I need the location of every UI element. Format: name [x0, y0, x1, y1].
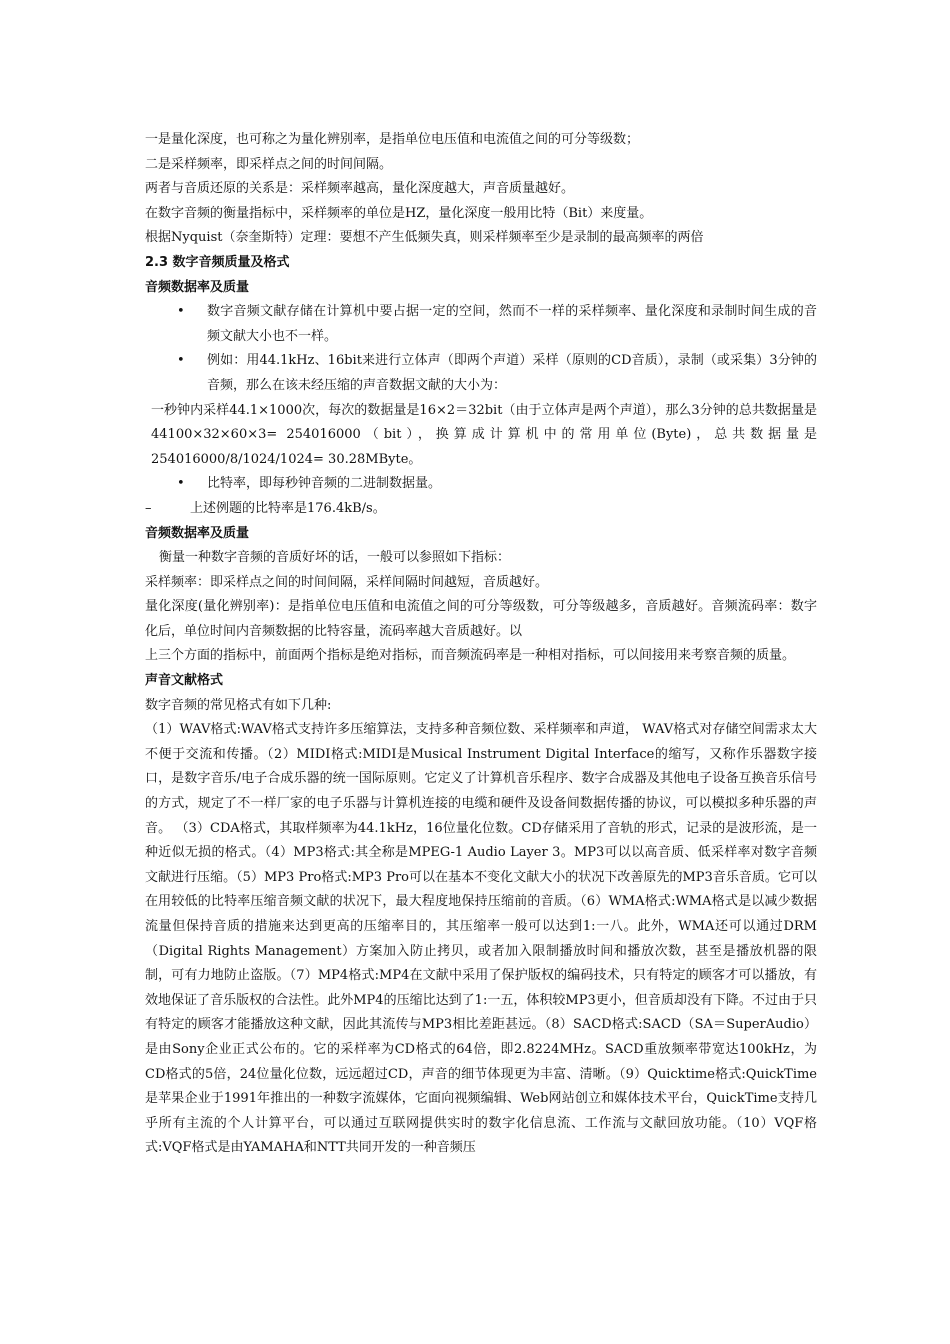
intro-line-3: 两者与音质还原的关系是：采样频率越高，量化深度越大，声音质量越好。 — [145, 181, 575, 197]
subsection-heading-2: 音频数据率及质量 — [145, 525, 250, 541]
bullet-item-2 — [145, 349, 817, 398]
intro-line-2: 二是采样频率，即采样点之间的时间间隔。 — [145, 156, 393, 172]
section-heading: 2.3 数字音频质量及格式 — [145, 254, 290, 270]
measure-intro: 衡量一种数字音频的音质好坏的话，一般可以参照如下指标： — [159, 550, 511, 566]
subsection-heading-3: 声音文献格式 — [145, 673, 224, 689]
calculation-paragraph: 一秒钟内采样44.1×1000次，每次的数据量是16×2＝32bit（由于立体声是两个声道），那么3分钟的总共数据量是44100×32×60×3= 254016000（bit），换算成计算机中的常用单位(Byte)，总共数据量是254016000/8/1024/1024= 30.28MByte。 — [151, 402, 817, 467]
bullet-marker: • — [177, 304, 185, 320]
measure-quantization: 量化深度(量化辨别率)：是指单位电压值和电流值之间的可分等级数，可分等级越多，音质越好。音频流码率：数字化后，单位时间内音频数据的比特容量，流码率越大音质越好。以 — [145, 599, 817, 639]
bullet-marker: • — [177, 353, 185, 369]
measure-sampling: 采样频率：即采样点之间的时间间隔，采样间隔时间越短，音质越好。 — [145, 574, 549, 590]
bullet-marker: • — [177, 476, 185, 492]
dash-marker: – — [145, 500, 152, 516]
bullet-item-1 — [145, 300, 817, 349]
dash-item-1 — [145, 497, 817, 522]
bullet-text: 比特率，即每秒钟音频的二进制数据量。 — [207, 476, 442, 492]
document-body — [145, 128, 817, 1161]
intro-line-5: 根据Nyquist（奈奎斯特）定理：要想不产生低频失真，则采样频率至少是录制的最高频率的两倍 — [145, 230, 704, 246]
measure-summary: 上三个方面的指标中，前面两个指标是绝对指标，而音频流码率是一种相对指标，可以间接用来考察音频的质量。 — [145, 648, 796, 664]
bullet-text: 数字音频文献存储在计算机中要占据一定的空间，然而不一样的采样频率、量化深度和录制时间生成的音频文献大小也不一样。 — [207, 304, 817, 344]
bullet-text: 例如：用44.1kHz、16bit来进行立体声（即两个声道）采样（原则的CD音质），录制（或采集）3分钟的音频，那么在该未经压缩的声音数据文献的大小为： — [207, 353, 817, 393]
format-paragraph: （1）WAV格式:WAV格式支持许多压缩算法，支持多种音频位数、采样频率和声道， WAV格式对存储空间需求太大不便于交流和传播。（2）MIDI格式:MIDI是Musical Instrument Digital Interface的缩写，又称作乐器数字接口，是数字音乐/电子合成乐器的统一国际原则。它定义了计算机音乐程序、数字合成器及其他电子设备互换音乐信号的方式，规定了不一样厂家的电子乐器与计算机连接的电缆和硬件及设备间数据传播的协议，可以模拟多种乐器的声音。 （3）CDA格式，其取样频率为44.1kHz，16位量化位数。CD存储采用了音轨的形式，记录的是波形流，是一种近似无损的格式。（4）MP3格式:其全称是MPEG-1 Audio Layer 3。MP3可以以高音质、低采样率对数字音频文献进行压缩。（5）MP3 Pro格式:MP3 Pro可以在基本不变化文献大小的状况下改善原先的MP3音乐音质。它可以在用较低的比特率压缩音频文献的状况下，最大程度地保持压缩前的音质。（6）WMA格式:WMA格式是以减少数据流量但保持音质的措施来达到更高的压缩率目的，其压缩率一般可以达到1:一八。此外，WMA还可以通过DRM（Digital Rights Management）方案加入防止拷贝，或者加入限制播放时间和播放次数，甚至是播放机器的限制，可有力地防止盗版。（7）MP4格式:MP4在文献中采用了保护版权的编码技术，只有特定的顾客才可以播放，有效地保证了音乐版权的合法性。此外MP4的压缩比达到了1:一五，体积较MP3更小，但音质却没有下降。不过由于只有特定的顾客才能播放这种文献，因此其流传与MP3相比差距甚远。（8）SACD格式:SACD（SA＝SuperAudio）是由Sony企业正式公布的。它的采样率为CD格式的64倍，即2.8224MHz。SACD重放频率带宽达100kHz，为CD格式的5倍，24位量化位数，远远超过CD，声音的细节体现更为丰富、清晰。（9）Quicktime格式:QuickTime是苹果企业于1991年推出的一种数字流媒体，它面向视频编辑、Web网站创立和媒体技术平台，QuickTime支持几乎所有主流的个人计算平台，可以通过互联网提供实时的数字化信息流、工作流与文献回放功能。（10）VQF格式:VQF格式是由YAMAHA和NTT共同开发的一种音频压 — [145, 722, 817, 1156]
intro-line-1: 一是量化深度，也可称之为量化辨别率，是指单位电压值和电流值之间的可分等级数； — [145, 132, 640, 147]
subsection-heading-1: 音频数据率及质量 — [145, 279, 250, 295]
intro-line-4: 在数字音频的衡量指标中，采样频率的单位是HZ，量化深度一般用比特（Bit）来度量。 — [145, 205, 653, 221]
bullet-item-3 — [145, 472, 817, 497]
dash-text: 上述例题的比特率是176.4kB/s。 — [190, 500, 386, 516]
format-intro: 数字音频的常见格式有如下几种: — [145, 697, 332, 713]
